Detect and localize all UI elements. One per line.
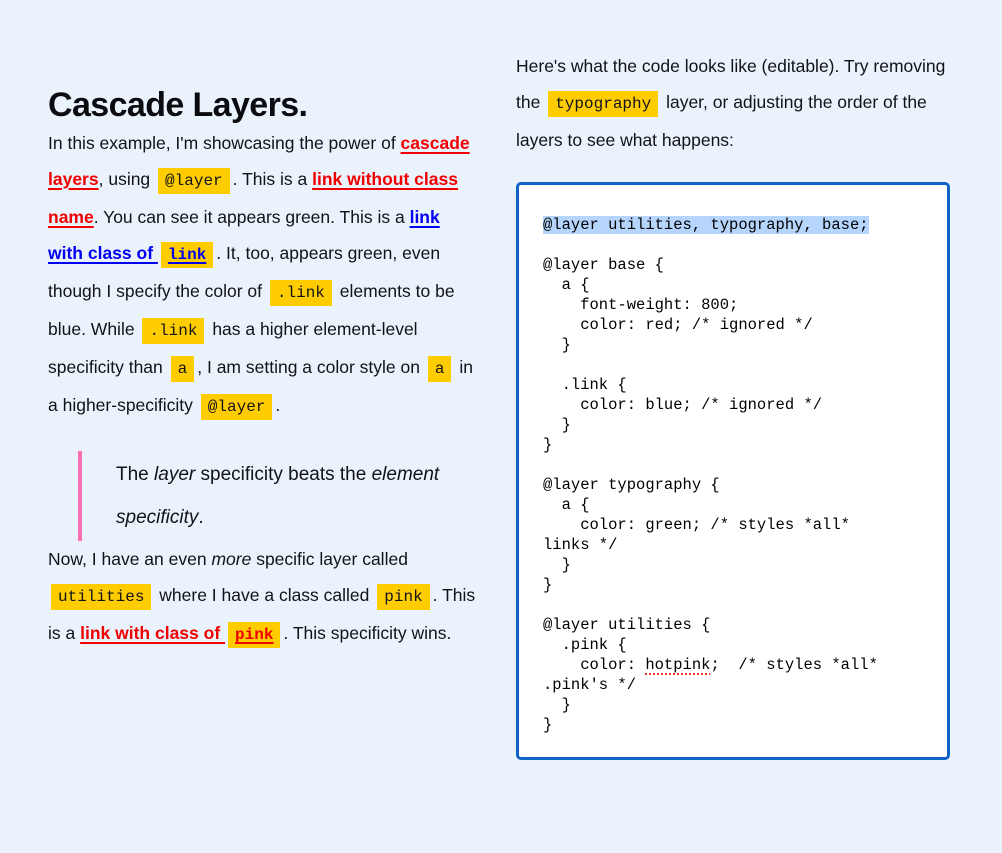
text-run: In this example, I'm showcasing the power of (48, 133, 401, 154)
code-line (543, 355, 923, 375)
text-run: } (543, 576, 553, 594)
text-run: @layer typography { (543, 476, 720, 494)
dot-link-chip: .link (270, 280, 332, 306)
at-layer-chip: @layer (201, 394, 273, 420)
code-line (543, 475, 923, 495)
code-line (543, 375, 923, 395)
seg-em: element specificity (116, 464, 440, 529)
text-run: , using (98, 169, 156, 190)
typography-chip: typography (548, 91, 658, 117)
utilities-chip: utilities (51, 584, 151, 610)
text-run: .pink { (543, 636, 627, 654)
text-run: a { (543, 496, 590, 514)
text-run: . This is a (48, 585, 476, 644)
text-run: ; /* styles *all* (710, 656, 878, 674)
text-run: .pink's */ (543, 676, 637, 694)
text-run: font-weight: 800; (543, 296, 739, 314)
text-run: color: (543, 656, 646, 674)
text-run: color: green; /* styles *all* (543, 516, 850, 534)
code-line (543, 535, 923, 555)
link-with-class-of-pink[interactable]: link with class of (80, 623, 226, 644)
code-line (543, 415, 923, 435)
text-run: } (543, 416, 571, 434)
a-chip: a (428, 356, 452, 382)
right-column (516, 48, 950, 760)
link-without-class-name[interactable]: link without class name (48, 169, 458, 228)
link-with-class-of-link[interactable]: link with class of (48, 207, 440, 264)
code-line (543, 255, 923, 275)
code-line (543, 695, 923, 715)
code-intro-paragraph (516, 48, 950, 158)
seg-em: layer (154, 464, 196, 486)
code-line (543, 595, 923, 615)
code-line (543, 555, 923, 575)
code-line (543, 655, 923, 675)
text-run: . This specificity wins. (283, 623, 452, 644)
a-chip: a (171, 356, 195, 382)
code-line (543, 455, 923, 475)
text-run: in a higher-specificity (48, 357, 473, 416)
text-run: a { (543, 276, 590, 294)
text-run: . It, too, appears green, even though I specify the color of (48, 243, 441, 302)
code-line (543, 335, 923, 355)
text-run: .link { (543, 376, 627, 394)
seg-em: more (211, 549, 252, 570)
text-run: color: red; /* ignored */ (543, 316, 813, 334)
code-line (543, 395, 923, 415)
text-run: , I am setting a color style on (197, 357, 425, 378)
text-run: } (543, 436, 553, 454)
code-line (543, 275, 923, 295)
hotpink-misspell-word: hotpink (645, 656, 711, 674)
text-run: Here's what the code looks like (editable). Try removing the (516, 56, 946, 112)
text-run: color: blue; /* ignored */ (543, 396, 823, 414)
selected-code-text: @layer utilities, typography, base; (543, 216, 869, 234)
code-line (543, 435, 923, 455)
dot-link-chip: .link (142, 318, 204, 344)
text-run: where I have a class called (154, 585, 375, 606)
text-run: The (116, 464, 155, 486)
code-line (543, 715, 923, 735)
text-run: } (543, 336, 571, 354)
link-chip[interactable]: link (161, 242, 213, 268)
text-run: specificity beats the (195, 464, 372, 486)
text-run: links */ (543, 536, 618, 554)
second-paragraph (48, 541, 478, 653)
code-line (543, 315, 923, 335)
text-run: . This is a (232, 169, 313, 190)
cascade-layers-link[interactable]: cascade layers (48, 133, 470, 190)
code-editor[interactable] (516, 182, 950, 760)
code-line (543, 515, 923, 535)
text-run: elements to be blue. While (48, 281, 455, 340)
pink-link-chip[interactable]: pink (228, 622, 280, 648)
quote (78, 451, 478, 541)
text-run: @layer utilities { (543, 616, 711, 634)
at-layer-chip: @layer (158, 168, 230, 194)
text-run: } (543, 556, 571, 574)
code-line (543, 575, 923, 595)
text-run: Now, I have an even (48, 549, 212, 570)
intro-paragraph (48, 125, 478, 425)
text-run: @layer base { (543, 256, 664, 274)
left-column (48, 48, 478, 760)
page-title: Cascade Layers. (48, 86, 308, 124)
pink-chip: pink (377, 584, 429, 610)
text-run: . You can see it appears green. This is a (93, 207, 410, 228)
code-line (543, 235, 923, 255)
code-line (543, 495, 923, 515)
text-run: specific layer called (251, 549, 408, 570)
text-run: layer, or adjusting the order of the layers to see what happens: (516, 92, 927, 150)
code-line (543, 635, 923, 655)
text-run: } (543, 696, 571, 714)
code-line (543, 295, 923, 315)
code-line (543, 675, 923, 695)
code-line (543, 215, 923, 235)
text-run: . (198, 507, 204, 529)
text-run: } (543, 716, 553, 734)
text-run: has a higher element-level specificity than (48, 319, 418, 378)
text-run: . (275, 395, 281, 416)
code-line (543, 615, 923, 635)
